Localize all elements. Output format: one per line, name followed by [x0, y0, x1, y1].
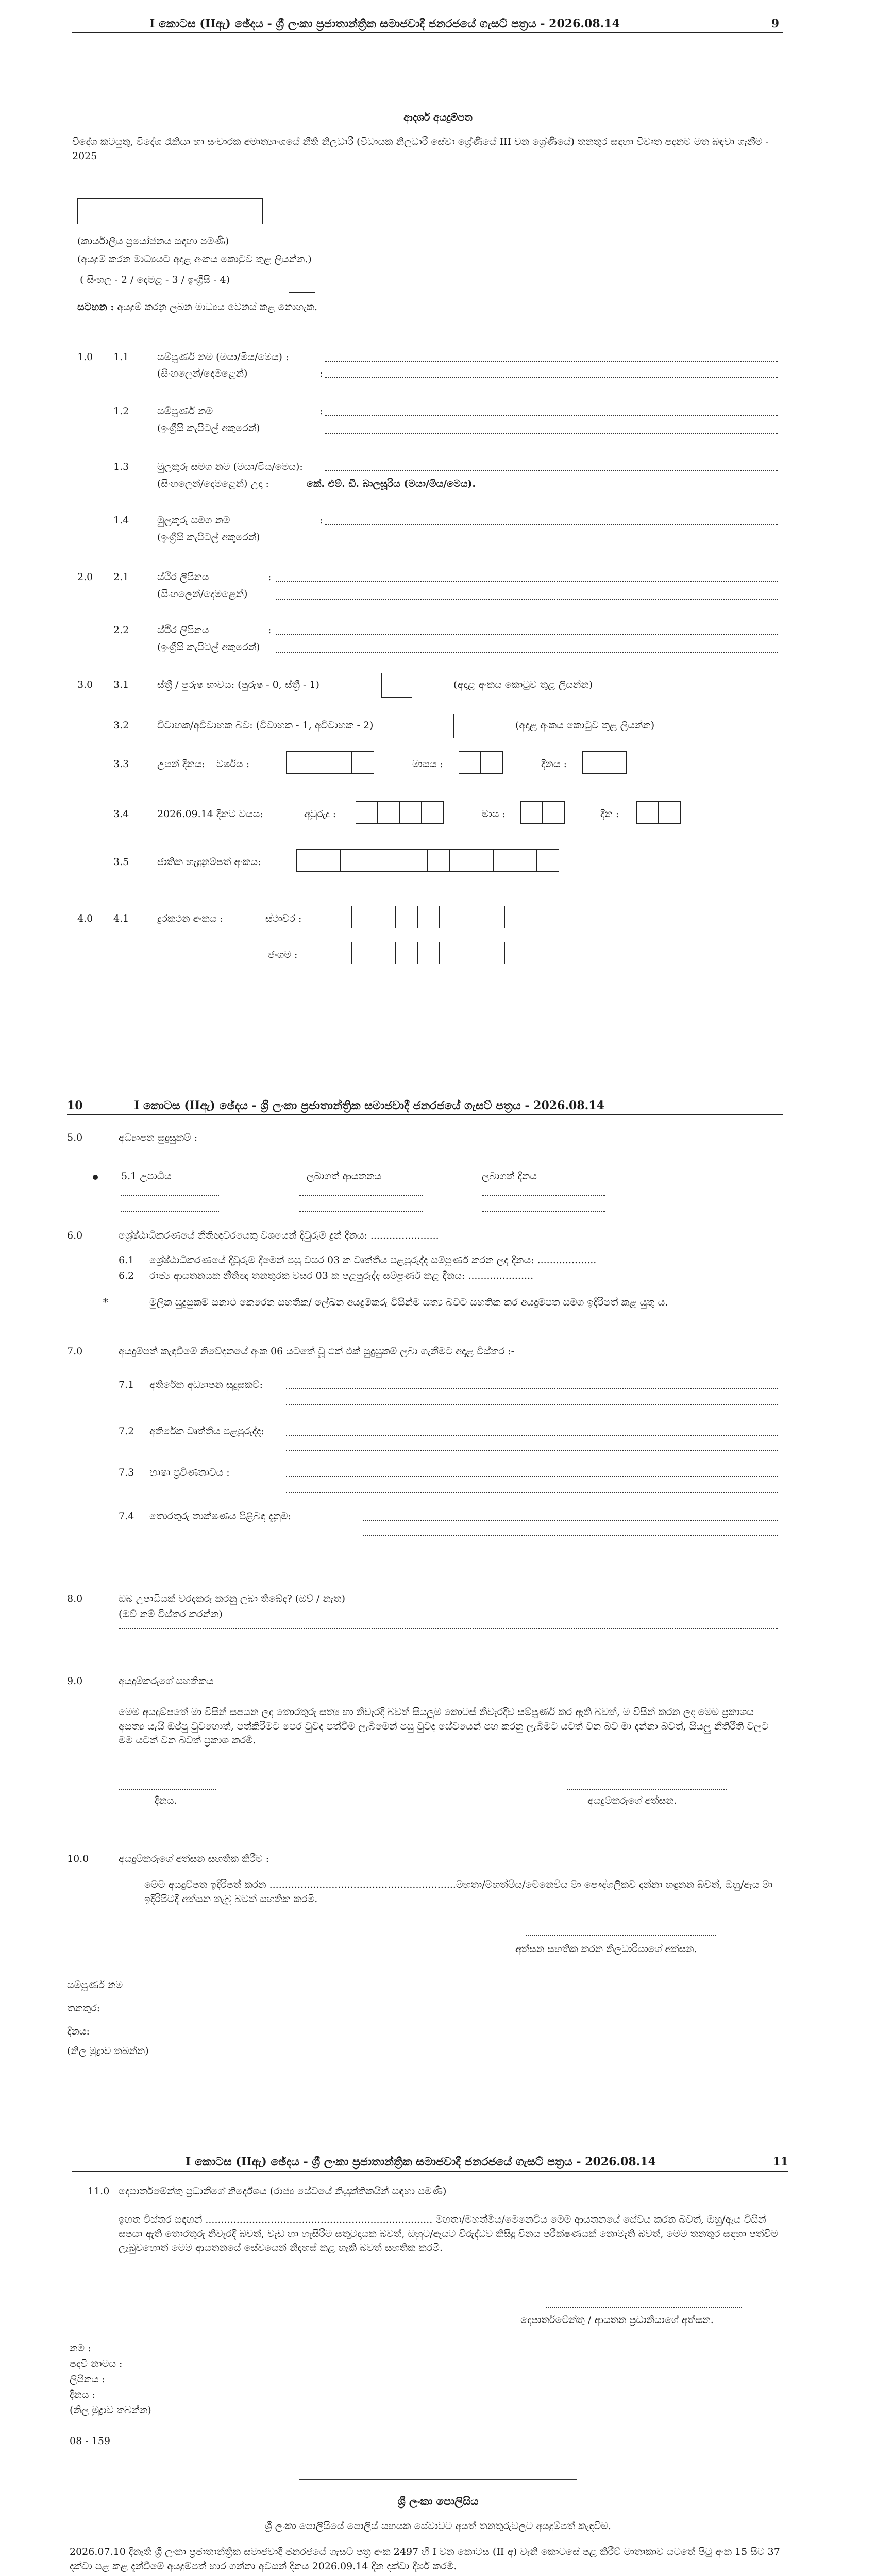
phone-label: දුරකථන අංකය :	[157, 913, 223, 924]
head-signature-field[interactable]	[546, 2307, 742, 2308]
header-title: I කොටස (IIඇ) ඡේදය - ශ්‍රී ලංකා ප්‍රජාතාන්ත්‍රික සමාජවාදී ජනරජයේ ගැසට් පත්‍රය - 2026.08.14	[134, 1099, 604, 1112]
conviction-label: ඔබ උපාධියක් වරදකරු කරනු ලබා තිබේද? (ඔව් / නැත)	[119, 1593, 346, 1604]
name-initials-en-field[interactable]	[325, 524, 778, 525]
certificate-body: මෙම අයදුම්පතේ මා විසින් සපයන ලද තොරතුරු සත්‍ය හා නිවැරදි බවත් සියලුම කොටස් නිවැරදිව සම්පූර්ණ කර ඇති බවත්, ම විසින් කරන ලද මෙම ප්‍රකාශය අසත්‍ය යැයි ඔප්පු වුවහොත්, පත්කිරීමට පෙර වුවද පත්වීම ලැබීමෙන් පසු වුවද සේවයෙන් පහ කරනු ලැබීමට යටත් වන බව මා දන්නා බවත්, සියලු නීතිරීති වලට මම යටත් වන බවත් ප්‍රකාශ කරමි.	[119, 1706, 769, 1747]
civil-status-label: විවාහක/අවිවාහක බව: (විවාහක - 1, අවිවාහක - 2)	[157, 720, 374, 731]
gender-box[interactable]	[381, 673, 412, 698]
page-11: I කොටස (IIඇ) ඡේදය - ශ්‍රී ලංකා ප්‍රජාතාන්ත්‍රික සමාජවාදී ජනරජයේ ගැසට් පත්‍රය - 2026.08.14 11 11.0 දෙපාර්තමේන්තු ප්‍රධානීගේ නිර්දේශය (රාජ්‍ය සේවයේ නියුක්තිකයින් සඳහා පමණි) ඉහත විස්තර සඳහන් ......................................................................... මහතා/මහත්මිය/මෙනෙවිය මෙම ආයතනයේ සේවය කරන බවත්, ඔහු/ඇය විසින් සපයා ඇති තොරතුරු නිවැරදි බවත්, වැඩ හා හැසිරීම සතුටුදායක බවත්, ඔහුට/ඇයට විරුද්ධව කිසිදු විනය පරීක්ෂණයක් නොමැති බවත්, මෙම තනතුර සඳහා පත්වීම ලැබුවහොත් මෙම ආයතනයේ සේවයෙන් නිදහස් කළ හැකි බවත් සහතික කරමි. දෙපාර්තමේන්තු / ආයතන ප්‍රධානියාගේ අත්සන. නම : පදවි නාමය : ලිපිනය : දිනය : (නිල මුද්‍රාව තබන්න) 08 - 159 ශ්‍රී ලංකා පොලිසිය ශ්‍රී ලංකා පොලිසියේ පොලිස් සහයක සේවාවට අයත් තනතුරුවලට අයදුම්පත් කැඳවීම. 2026.07.10 දිනැති ශ්‍රී ලංකා ප්‍රජාතාන්ත්‍රික සමාජවාදී ජනරජයේ ගැසට් පත්‍ර අංක 2497 හි I වන කොටස (II අ) වැනි කොටසේ පළ කිරීම් මාතෘකාව යටතේ පිටු අංක 15 සිට 37 දක්වා පළ කළ දැන්වීමේ අයදුම්පත් භාර ගන්නා අවසන් දිනය 2026.09.14 දින දක්වා දීර්ඝ කරමි.	[0, 2138, 876, 2576]
date-obtained-field[interactable]	[482, 1195, 605, 1196]
office-use-box	[77, 198, 263, 224]
date-label: දිනය :	[70, 2389, 95, 2400]
attesting-officer-sig-field[interactable]	[526, 1935, 716, 1936]
page-header	[72, 13, 783, 33]
address-en-field-2[interactable]	[276, 652, 778, 653]
head-signature-label: දෙපාර්තමේන්තු / ආයතන ප්‍රධානියාගේ අත්සන.	[520, 2314, 714, 2326]
age-years-cells[interactable]	[356, 801, 443, 824]
full-name-label: සම්පූර්ණ නම	[67, 1979, 123, 1991]
applicant-signature-label: අයදුම්කරුගේ අත්සන.	[587, 1795, 677, 1806]
state-practice-date: රාජ්‍ය ආයතනයක නීතිඥ තනතුරක වසර 03 ක පළපුරුද්ද සම්පූර්ණ කළ දිනය: .....................	[149, 1270, 534, 1281]
dob-year-cells[interactable]	[286, 751, 374, 774]
language-field[interactable]	[286, 1476, 778, 1477]
extra-edu-label: අතිරේක අධ්‍යාපන සුදුසුකම්:	[149, 1379, 263, 1391]
name-initials-label: මුලකුරු සමග නම (මයා/මිය/මෙය):	[157, 461, 303, 472]
education-label: අධ්‍යාපන සුදුසුකම් :	[119, 1132, 198, 1143]
cert-date-field[interactable]	[119, 1789, 216, 1790]
medium-note: (අයදුම් කරන මාධ්‍යයට අදාළ අංකය කොටුව තුළ ලියන්න.)	[77, 253, 312, 265]
nic-cells[interactable]	[296, 849, 559, 872]
office-use-label: (කාර්යාලීය ප්‍රයෝජනය සඳහා පමණි)	[77, 235, 229, 247]
head-recommendation-title: දෙපාර්තමේන්තු ප්‍රධානීගේ නිර්දේශය (රාජ්‍ය සේවයේ නියුක්තිකයින් සඳහා පමණි)	[119, 2185, 447, 2197]
name-full-label: සම්පූර්ණ නම (මයා/මිය/මෙය) :	[157, 351, 289, 363]
name-full-field-2[interactable]	[325, 377, 778, 378]
page-number: 9	[771, 17, 779, 30]
bar-oath-date: ශ්‍රේෂ්ඨාධිකරණයේ නීතිඥවරයෙකු වශයෙන් දිවුරුම් දුන් දිනය: ......................	[119, 1230, 439, 1241]
head-recommendation-body: ඉහත විස්තර සඳහන් ......................................................................... මහතා/මහත්මිය/මෙනෙවිය මෙම ආයතනයේ සේවය කරන බවත්, ඔහු/ඇය විසින් සපයා ඇති තොරතුරු නිවැරදි බවත්, වැඩ හා හැසිරීම සතුටුදායක බවත්, ඔහුට/ඇයට විරුද්ධව කිසිදු විනය පරීක්ෂණයක් නොමැති බවත්, මෙම තනතුර සඳහා පත්වීම ලැබුවහොත් මෙම ආයතනයේ සේවයෙන් නිදහස් කළ හැකි බවත් සහතික කරමි.	[119, 2214, 778, 2254]
attestation-title: අයදුම්කරුගේ අත්සන සහතික කිරීම :	[119, 1853, 269, 1865]
section-divider	[299, 2479, 577, 2480]
address-en-field[interactable]	[276, 634, 778, 635]
degree-label: 5.1 උපාධිය	[121, 1171, 172, 1182]
medium-options: ( සිංහල - 2 / දෙමළ - 3 / ඉංග්‍රීසි - 4)	[80, 274, 230, 285]
qualification-note: මුලික සුදුසුකම් සනාථ කෙරෙන සහතික/ ලේඛන අයදුම්කරු විසින්ම සත්‍ය බවට සහතික කර අයදුම්පත සමග ඉදිරිපත් කළ යුතු ය.	[149, 1297, 668, 1308]
seal-label: (නිල මුද්‍රාව තබන්න)	[67, 2045, 149, 2057]
address-field[interactable]	[276, 581, 778, 582]
extra-exp-label: අතිරේක වෘත්තීය පළපුරුද්ද:	[149, 1426, 264, 1437]
page-number: 10	[67, 1099, 83, 1112]
nic-label: ජාතික හැඳුනුම්පත් අංකය:	[157, 856, 261, 868]
name-initials-en-label: මුලකුරු සමග නම	[157, 515, 230, 526]
it-knowledge-field[interactable]	[363, 1520, 778, 1521]
page-number: 11	[772, 2155, 788, 2168]
police-notice-body: 2026.07.10 දිනැති ශ්‍රී ලංකා ප්‍රජාතාන්ත්‍රික සමාජවාදී ජනරජයේ ගැසට් පත්‍ර අංක 2497 හි I වන කොටස (II අ) වැනි කොටසේ පළ කිරීම් මාතෘකාව යටතේ පිටු අංක 15 සිට 37 දක්වා පළ කළ දැන්වීමේ අයදුම්පත් භාර ගන්නා අවසන් දිනය 2026.09.14 දින දක්වා දීර්ඝ කරමි.	[70, 2546, 780, 2572]
practice-complete-date: ශ්‍රේෂ්ඨාධිකරණයේ දිවුරුම් දීමෙන් පසු වසර 03 ක වෘත්තීය පළපුරුද්ද සම්පූර්ණ කරන ලද දිනය: ...................	[149, 1255, 597, 1266]
post-label: පදවි නාමය :	[70, 2358, 123, 2369]
address-en-label: ස්ථිර ලිපිනය	[157, 624, 209, 636]
address-label: ස්ථිර ලිපිනය	[157, 571, 209, 583]
dob-month-cells[interactable]	[459, 751, 502, 774]
page-10: 10 I කොටස (IIඇ) ඡේදය - ශ්‍රී ලංකා ප්‍රජාතාන්ත්‍රික සමාජවාදී ජනරජයේ ගැසට් පත්‍රය - 2026.08.14 5.0 අධ්‍යාපන සුදුසුකම් : 5.1 උපාධිය ලබාගත් ආයතනය ලබාගත් දිනය 6.0 ශ්‍රේෂ්ඨාධිකරණයේ නීතිඥවරයෙකු වශයෙන් දිවුරුම් දුන් දිනය: ...................... 6.1 ශ්‍රේෂ්ඨාධිකරණයේ දිවුරුම් දීමෙන් පසු වසර 03 ක වෘත්තීය පළපුරුද්ද සම්පූර්ණ කරන ලද දිනය: ................... 6.2 රාජ්‍ය ආයතනයක නීතිඥ තනතුරක වසර 03 ක පළපුරුද්ද සම්පූර්ණ කළ දිනය: ..................... * මුලික සුදුසුකම් සනාථ කෙරෙන සහතික/ ලේඛන අයදුම්කරු විසින්ම සත්‍ය බවට සහතික කර අයදුම්පත සමග ඉදිරිපත් කළ යුතු ය. 7.0 අයදුම්පත් කැඳවීමේ නිවේදනයේ අංක 06 යටතේ වූ එක් එක් සුදුසුකම් ලබා ගැනීමට අදාළ විස්තර :- 7.1 අතිරේක අධ්‍යාපන සුදුසුකම්: 7.2 අතිරේක වෘත්තීය පළපුරුද්ද: 7.3 භාෂා ප්‍රවීණතාවය : 7.4 තොරතුරු තාක්ෂණය පිළිබඳ දැනුම: 8.0 ඔබ උපාධියක් වරදකරු කරනු ලබා තිබේද? (ඔව් / නැත) (ඔව් නම් විස්තර කරන්න) 9.0 අයදුම්කරුගේ සහතිකය මෙම අයදුම්පතේ මා විසින් සපයන ලද තොරතුරු සත්‍ය හා නිවැරදි බවත් සියලුම කොටස් නිවැරදිව සම්පූර්ණ කර ඇති බවත්, ම විසින් කරන ලද මෙම ප්‍රකාශය අසත්‍ය යැයි ඔප්පු වුවහොත්, පත්කිරීමට පෙර වුවද පත්වීම ලැබීමෙන් පසු වුවද සේවයෙන් පහ කරනු ලැබීමට යටත් වන බව මා දන්නා බවත්, සියලු නීතිරීති වලට මම යටත් වන බවත් ප්‍රකාශ කරමි. දිනය. අයදුම්කරුගේ අත්සන. 10.0 අයදුම්කරුගේ අත්සන සහතික කිරීම : මෙම අයදුම්පත ඉදිරිපත් කරන ............................................................මහතා/මහත්මිය/මෙනෙවිය මා පෞද්ගලිකව දන්නා හඳුනන බවත්, ඔහු/ඇය මා ඉදිරිපිටදී අත්සන තැබූ බවත් සහතික කරමි. අත්සන සහතික කරන නිලධාරියාගේ අත්සන. සම්පූර්ණ නම තනතුර: දිනය: (නිල මුද්‍රාව තබන්න)	[0, 1082, 876, 2112]
conviction-field[interactable]	[119, 1628, 778, 1629]
form-title: ආදර්ශ අයදුම්පත	[403, 112, 473, 123]
degree-field[interactable]	[121, 1195, 219, 1196]
qualification-details-label: අයදුම්පත් කැඳවීමේ නිවේදනයේ අංක 06 යටතේ වූ එක් එක් සුදුසුකම් ලබා ගැනීමට අදාළ විස්තර :-	[119, 1346, 515, 1357]
date-label: දිනය:	[67, 2026, 90, 2037]
reference-number: 08 - 159	[70, 2435, 110, 2447]
post-label: තනතුර:	[67, 2003, 100, 2014]
name-example: කේ. එම්. ඩී. බාලසූරිය (මයා/මිය/මෙය).	[307, 478, 476, 489]
age-days-cells[interactable]	[636, 801, 680, 824]
attention-note: සටහන : අයදුම් කරනු ලබන මාධ්‍යය වෙනස් කළ නොහැක.	[77, 301, 317, 313]
form-intro: විදේශ කටයුතු, විදේශ රැකියා හා සංචාරක අමාත්‍යාංශයේ නීති නිලධාරී (විධායක නිලධාරී සේවා ශ්‍රේණියේ III වන ශ්‍රේණියේ) තනතුර සඳහා විවෘත පදනම මත බඳවා ගැනීම - 2025	[72, 136, 769, 162]
name-initials-field[interactable]	[325, 470, 778, 471]
name-label: නම :	[70, 2343, 91, 2354]
dob-day-cells[interactable]	[582, 751, 626, 774]
header-title: I කොටස (IIඇ) ඡේදය - ශ්‍රී ලංකා ප්‍රජාතාන්ත්‍රික සමාජවාදී ජනරජයේ ගැසට් පත්‍රය - 2026.08.14	[149, 17, 620, 30]
page-header	[67, 1095, 783, 1115]
institute-label: ලබාගත් ආයතනය	[307, 1171, 382, 1182]
name-full-en-label: සම්පූර්ණ නම	[157, 405, 213, 417]
civil-status-box[interactable]	[453, 714, 484, 738]
applicant-signature-field[interactable]	[567, 1789, 727, 1790]
medium-box[interactable]	[289, 268, 315, 293]
extra-exp-field[interactable]	[286, 1435, 778, 1436]
address-label: ලිපිනය :	[70, 2374, 105, 2385]
name-full-en-field[interactable]	[325, 415, 778, 416]
bullet-icon	[93, 1175, 98, 1180]
gender-label: ස්ත්‍රී / පුරුෂ භාවය: (පුරුෂ - 0, ස්ත්‍රී - 1)	[157, 679, 319, 690]
landline-cells[interactable]	[330, 906, 548, 928]
header-title: I කොටස (IIඇ) ඡේදය - ශ්‍රී ලංකා ප්‍රජාතාන්ත්‍රික සමාජවාදී ජනරජයේ ගැසට් පත්‍රය - 2026.08.14	[186, 2155, 656, 2168]
police-subtitle: ශ්‍රී ලංකා පොලිසියේ පොලිස් සහයක සේවාවට අයත් තනතුරුවලට අයදුම්පත් කැඳවීම.	[265, 2520, 611, 2532]
language-label: භාෂා ප්‍රවීණතාවය :	[149, 1467, 230, 1478]
page-header	[72, 2151, 788, 2172]
name-full-en-field-2[interactable]	[325, 433, 778, 434]
it-knowledge-label: තොරතුරු තාක්ෂණය පිළිබඳ දැනුම:	[149, 1511, 292, 1522]
age-label: 2026.09.14 දිනට වයස:	[157, 808, 263, 820]
extra-edu-field[interactable]	[286, 1388, 778, 1389]
name-full-field[interactable]	[325, 361, 778, 362]
date-obtained-label: ලබාගත් දිනය	[482, 1171, 537, 1182]
address-field-2[interactable]	[276, 599, 778, 600]
police-title: ශ්‍රී ලංකා පොලිසිය	[397, 2495, 479, 2507]
age-months-cells[interactable]	[520, 801, 564, 824]
institute-field[interactable]	[299, 1195, 423, 1196]
certificate-title: අයදුම්කරුගේ සහතිකය	[119, 1675, 214, 1687]
mobile-cells[interactable]	[330, 942, 548, 964]
page-9: I කොටස (IIඇ) ඡේදය - ශ්‍රී ලංකා ප්‍රජාතාන්ත්‍රික සමාජවාදී ජනරජයේ ගැසට් පත්‍රය - 2026.08.14 9 ආදර්ශ අයදුම්පත විදේශ කටයුතු, විදේශ රැකියා හා සංචාරක අමාත්‍යාංශයේ නීති නිලධාරී (විධායක නිලධාරී සේවා ශ්‍රේණියේ III වන ශ්‍රේණියේ) තනතුර සඳහා විවෘත පදනම මත බඳවා ගැනීම - 2025 (කාර්යාලීය ප්‍රයෝජනය සඳහා පමණි) (අයදුම් කරන මාධ්‍යයට අදාළ අංකය කොටුව තුළ ලියන්න.) ( සිංහල - 2 / දෙමළ - 3 / ඉංග්‍රීසි - 4) සටහන : අයදුම් කරනු ලබන මාධ්‍යය වෙනස් කළ නොහැක. 1.0 1.1 සම්පූර්ණ නම (මයා/මිය/මෙය) : (සිංහලෙන්/දෙමළෙන්) : 1.2 සම්පූර්ණ නම : (ඉංග්‍රීසි කැපිටල් අකුරෙන්) 1.3 මුලකුරු සමග නම (මයා/මිය/මෙය): (සිංහලෙන්/දෙමළෙන්) උදා : කේ. එම්. ඩී. බාලසූරිය (මයා/මිය/මෙය). 1.4 මුලකුරු සමග නම : (ඉංග්‍රීසි කැපිටල් අකුරෙන්) 2.0 2.1 ස්ථිර ලිපිනය : (සිංහලෙන්/දෙමළෙන්) 2.2 ස්ථිර ලිපිනය : (ඉංග්‍රීසි කැපිටල් අකුරෙන්) 3.0 3.1 ස්ත්‍රී / පුරුෂ භාවය: (පුරුෂ - 0, ස්ත්‍රී - 1) (අදාළ අංකය කොටුව තුළ ලියන්න) 3.2 විවාහක/අවිවාහක බව: (විවාහක - 1, අවිවාහක - 2) (අදාළ අංකය කොටුව තුළ ලියන්න) 3.3 උපන් දිනය: වර්ෂය : මාසය : දිනය : 3.4 2026.09.14 දිනට වයස: අවුරුදු : මාස : දින : 3.5 ජාතික හැඳුනුම්පත් අංකය: 4.0 4.1 දුරකථන අංකය : ස්ථාවර : ජංගම :	[0, 0, 876, 1056]
dob-label: උපන් දිනය:	[157, 758, 205, 770]
attesting-officer-sig-label: අත්සන සහතික කරන නිලධාරියාගේ අත්සන.	[515, 1943, 697, 1955]
seal-label: (නිල මුද්‍රාව තබන්න)	[70, 2404, 151, 2416]
attestation-body: මෙම අයදුම්පත ඉදිරිපත් කරන ............................................................මහතා/මහත්මිය/මෙනෙවිය මා පෞද්ගලිකව දන්නා හඳුනන බවත්, ඔහු/ඇය මා ඉදිරිපිටදී අත්සන තැබූ බවත් සහතික කරමි.	[144, 1879, 773, 1905]
